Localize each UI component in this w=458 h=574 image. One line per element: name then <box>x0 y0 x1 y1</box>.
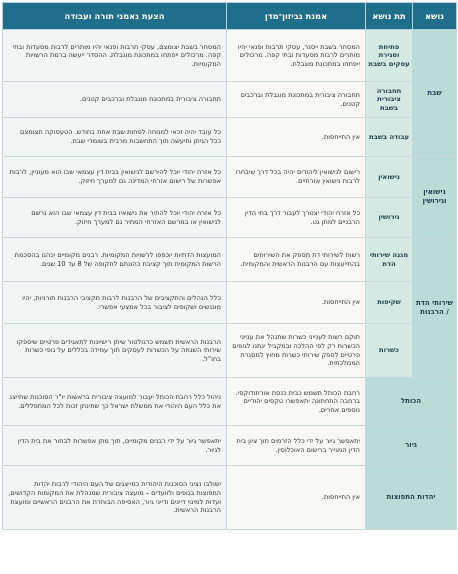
gavison-cell: אין התייחסות. <box>227 118 366 157</box>
table-row <box>3 198 457 238</box>
torah-cell: כלל הנהלים והתקציבים של הרבנות לרבות תקציבי הרבנות תורניות, יהיו מונגשים ושקופים לציבור בכל אמצעי אפשרי. <box>3 282 227 324</box>
torah-cell: כל אזרח יהודי יוכל להירשם לנישואין בבית דין עצמאי שבו הוא מעוניין, לרבות אפשרות של רישום אזרחי המדינה גם למערך חיזוק. <box>3 157 227 198</box>
table-row <box>3 118 457 157</box>
header-torah: הצעת נאמני תורה ועבודה <box>3 3 227 30</box>
subtopic-cell: תחבורה ציבורית בשבת <box>366 82 413 118</box>
gavison-cell: רישום לנישואין ליהודים יהיה בכל דרך שיבחרו לרבות נישואין אזרחיים. <box>227 157 366 198</box>
subtopic-cell: שקיפות <box>366 282 413 324</box>
torah-cell: כל עובד יהיה זכאי למנוחה לפחות שבת אחת בחודש. הטעסוקה תצומצם ככל הניתן ותיעשה תוך התחשבות מרבית בשומרי שבת. <box>3 118 227 157</box>
gavison-cell: אין התייחסות. <box>227 466 366 530</box>
torah-cell: ישולבו נציגי הסוכנות היהודית כמייצגים של העם היהודי לרבות יהדות התפוצות בגופים ולוועדים – מועצה ציבורית שמנהלת את המקומות הקדושים, ועדות למינוי דיינים ודייני גיור, האסיפה הבוחרת את הרבנים הראשיים ומועצת הרבנות הראשית. <box>3 466 227 530</box>
topic-religious: שירותי הדת / הרבנות <box>413 238 457 378</box>
subtopic-cell: עבודה בשבת <box>366 118 413 157</box>
header-topic: נושא <box>413 3 457 30</box>
torah-cell: ניהול כלל רחבת הכותל יעבור למועצה ציבורית בראשות יו"ר הסוכנות שתייצג את כלל העם היהודי את ממשלת ישראל כך שתינתן זכות לכל המתפללים. <box>3 378 227 426</box>
table-row <box>3 157 457 198</box>
gavison-cell: רחבת הכותל תשמש כבית כנסת אורתודוקסי. ברחבה התחתונה יתאפשרו טקסים יהודיים נוספים אחרים. <box>227 378 366 426</box>
gavison-cell: יתאפשר גיור על ידי כלל הזרמים תוך ציון בית הדין המגייר ברישום האוכלוסין. <box>227 426 366 466</box>
torah-cell: המועצות הדתיות יוכפפו לרשויות המקומיות. רבנים מקומיים יכהנו בהסכמת הרשות המקומית תוך קציבת כהונתם לתקופה של 8 עד 10 שנים. <box>3 238 227 282</box>
subtopic-cell: נישואין <box>366 157 413 198</box>
topic-kotel: הכותל <box>366 378 457 426</box>
gavison-cell: כל אזרח יהודי יצטרך לעבור דרך בתי הדין הרבניים למתן גט. <box>227 198 366 238</box>
table-row <box>3 378 457 426</box>
topic-shabbat: שבת <box>413 30 457 157</box>
table-row <box>3 82 457 118</box>
torah-cell: תחבורה ציבורית במתכונת מוגבלת וברכבים קטנים. <box>3 82 227 118</box>
torah-cell: המסחר בשבת יצומצם, עסקי תרבות ופנאי יהיו מותרים לרבות מסעדות ובתי קפה. מרכולים ייפתחו במתכונת מוגבלת. ההסדר ייעשה ברמת הרשויות המקומיות. <box>3 30 227 82</box>
gavison-cell: רשות לשירותי דת תספק את השירותים בהתייעצות עם הרבנות הראשית והמקומית. <box>227 238 366 282</box>
gavison-cell: תחבורה ציבורית במתכונת מוגבלת וברכבים קטנים. <box>227 82 366 118</box>
table-row <box>3 30 457 82</box>
topic-marriage: נישואין וגירושין <box>413 157 457 238</box>
torah-cell: יתאפשר גיור על ידי רבנים מקומיים, תוך מתן אפשרות לבחור את בית הדין לגיור. <box>3 426 227 466</box>
torah-cell: כל אזרח יהודי יוכל להתיר את נישואיו בבית דין עצמאי שבו הוא נרשם לנישואין או במרשם האזרחי המתיר גם למערך חיזוק. <box>3 198 227 238</box>
gavison-cell: תוקם רשות לענייני כשרות שתנהל את ענייני הכשרות רק לפי ההלכה ובמקביל ינתנו לגופים פרטיים לספק שירותי כשרות מחוץ למסגרת הממלכתית. <box>227 324 366 378</box>
table-row <box>3 426 457 466</box>
comparison-table <box>2 2 457 530</box>
header-subtopic: תת נושא <box>366 3 413 30</box>
table-row <box>3 324 457 378</box>
comparison-table-wrapper <box>2 2 456 572</box>
header-gavison: אמנת גביזון־מדן <box>227 3 366 30</box>
table-row <box>3 466 457 530</box>
gavison-cell: המסחר בשבת ייסגר, עסקי תרבות ופנאי יהיו מותרים לרבות מסעדות ובתי קפה. מרכולים ייפתחו במתכונת מוגבלת. <box>227 30 366 82</box>
table-row <box>3 238 457 282</box>
table-row <box>3 282 457 324</box>
subtopic-cell: כשרות <box>366 324 413 378</box>
topic-diaspora: יהדות התפוצות <box>366 466 457 530</box>
topic-conversion: גיור <box>366 426 457 466</box>
subtopic-cell: מגנה שירותי הדת <box>366 238 413 282</box>
torah-cell: הרבנות הראשית תשמש כרגולטור שיתן רישיונות לתאגידים פרטיים שיספקו שירותי השגחה על הכשרות לעסקים תוך עמידה בכללים על גופי כשרות בחו"ל. <box>3 324 227 378</box>
subtopic-cell: פתיחת וסגירת עסקים בשבת <box>366 30 413 82</box>
subtopic-cell: גירושין <box>366 198 413 238</box>
gavison-cell: אין התייחסות. <box>227 282 366 324</box>
header-row <box>3 3 457 30</box>
